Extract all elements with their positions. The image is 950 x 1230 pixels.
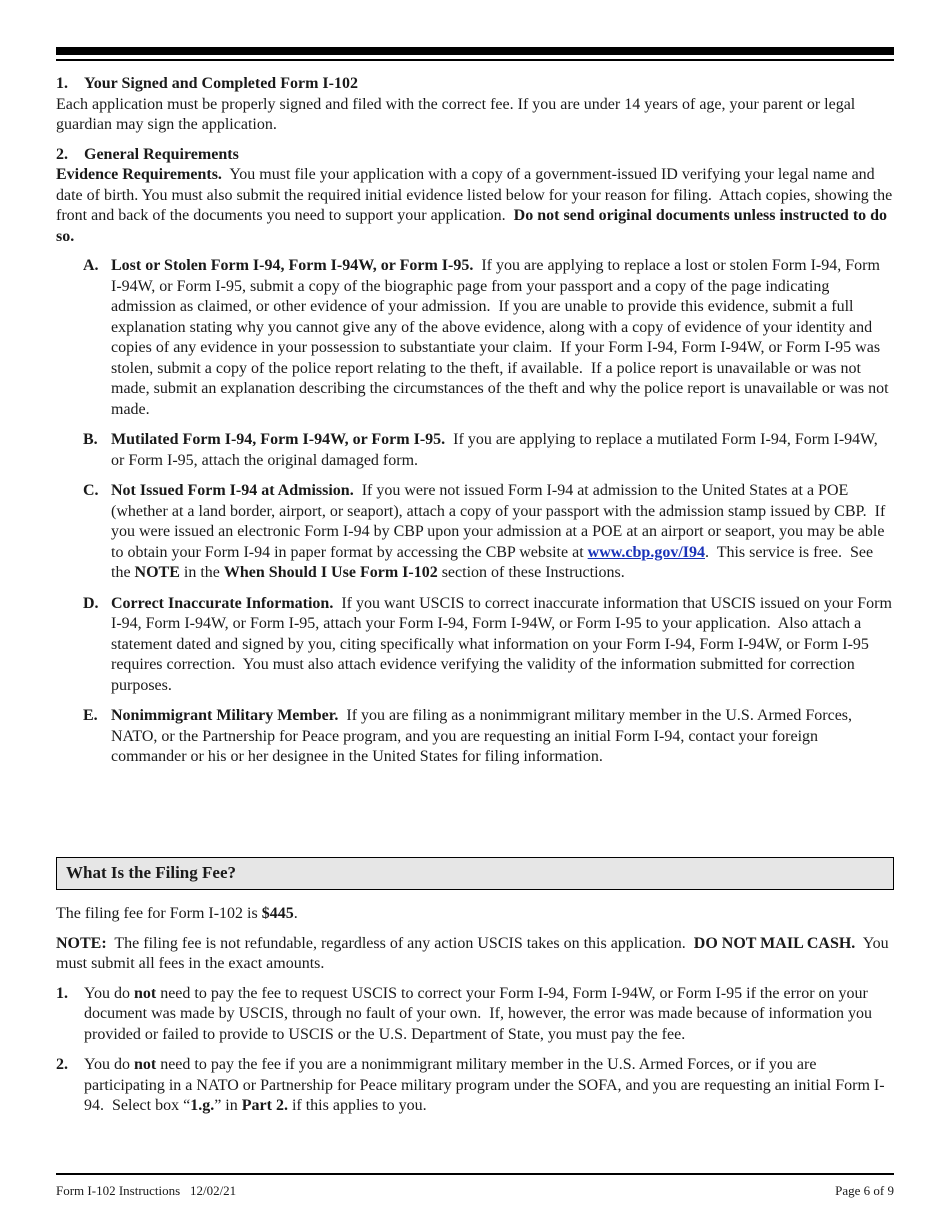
fee-exemption-item-1: 1. You do not need to pay the fee to request USCIS to correct your Form I-94, Form I-94W, or Form I-95 if the error on your document was made by USCIS, through no fault of your own. If, however, the error was made because of information you provided or failed to provide to USCIS or the U.S. Department of State, you must pay the fee. [56,984,877,1043]
footer-page-number: Page 6 of 9 [835,1183,894,1198]
cbp-website-link[interactable]: www.cbp.gov/I94 [587,543,705,561]
filing-fee-heading: What Is the Filing Fee? [66,863,236,882]
footer-form-id: Form I-102 Instructions 12/02/21 [56,1183,237,1198]
section-1-heading: 1. Your Signed and Completed Form I-102 [56,75,358,92]
filing-fee-body [56,904,894,1127]
evidence-item-d: D. Correct Inaccurate Information. If you want USCIS to correct inaccurate information that USCIS issued on your Form I-94, Form I-94W, or Form I-95, attach your Form I-94, Form I-94W, or Form I-95 to your application. Also attach a statement dated and signed by you, citing specifically what information on your Form I-94, Form I-94W, or Form I-95 requires correction. You must also attach evidence verifying the validity of the information submitted for correction purposes. [83,594,896,694]
filing-fee-section-header [56,857,894,890]
evidence-item-e: E. Nonimmigrant Military Member. If you are filing as a nonimmigrant military member in the U.S. Armed Forces, NATO, or the Partnership for Peace program, and you are requesting an initial Form I-94, contact your foreign commander or his or her designee in the United States for filing information. [83,707,857,765]
header-rule-thin [56,59,894,61]
evidence-item-c: C. Not Issued Form I-94 at Admission. If you were not issued Form I-94 at admission to the United States at a POE (whether at a land border, airport, or seaport), attach a copy of your passport with the admission stamp issued by CBP. If you were issued an electronic Form I-94 by CBP upon your admission at a POE at an airport or seaport, you may be able to obtain your Form I-94 in paper format by accessing the CBP website at www.cbp.gov/I94. This service is free. See the NOTE in the When Should I Use Form I-102 section of these Instructions. [83,482,890,581]
section-1-body: Each application must be properly signed and filed with the correct fee. If you are under 14 years of age, your parent or legal guardian may sign the application. [56,95,856,133]
evidence-item-a: A. Lost or Stolen Form I-94, Form I-94W, or Form I-95. If you are applying to replace a lost or stolen Form I-94, Form I-94W, or Form I-95, submit a copy of the biographic page from your passport and a copy of the page indicating admission as claimed, or other evidence of your admission. If you are unable to provide this evidence, submit a full explanation stating why you cannot give any of the above evidence, along with a copy of evidence of your identity and copies of any evidence in your possession to substantiate your claim. If your Form I-94, Form I-94W, or Form I-95 was stolen, submit a copy of the police report relating to the theft, if available. If a police report is unavailable or was not made, submit an explanation describing the circumstances of the theft and why the police report is unavailable or was not made. [83,257,893,418]
evidence-item-b: B. Mutilated Form I-94, Form I-94W, or Form I-95. If you are applying to replace a mutilated Form I-94, Form I-94W, or Form I-95, attach the original damaged form. [83,431,882,469]
section-2-heading: 2. General Requirements [56,145,239,163]
instructions-body [56,74,897,778]
fee-exemption-item-2: 2. You do not need to pay the fee if you are a nonimmigrant military member in the U.S. Armed Forces, or if you are participating in a NATO or Partnership for Peace military program under the SOFA, and you are requesting an initial Form I-94. Select box “1.g.” in Part 2. if this applies to you. [56,1056,885,1114]
header-rule-thick [56,47,894,55]
filing-fee-note: NOTE: The filing fee is not refundable, regardless of any action USCIS takes on this application. DO NOT MAIL CASH. You must submit all fees in the exact amounts. [56,934,893,972]
footer-rule [56,1173,894,1175]
evidence-list [56,256,894,768]
filing-fee-amount-line: The filing fee for Form I-102 is $445. [56,905,298,922]
evidence-requirements-paragraph: Evidence Requirements. You must file your application with a copy of a government-issued ID verifying your legal name and date of birth. You must also submit the required initial evidence listed below for your reason for filing. Attach copies, showing the front and back of the documents you need to support your application. Do not send original documents unless instructed to do so. [56,166,897,245]
